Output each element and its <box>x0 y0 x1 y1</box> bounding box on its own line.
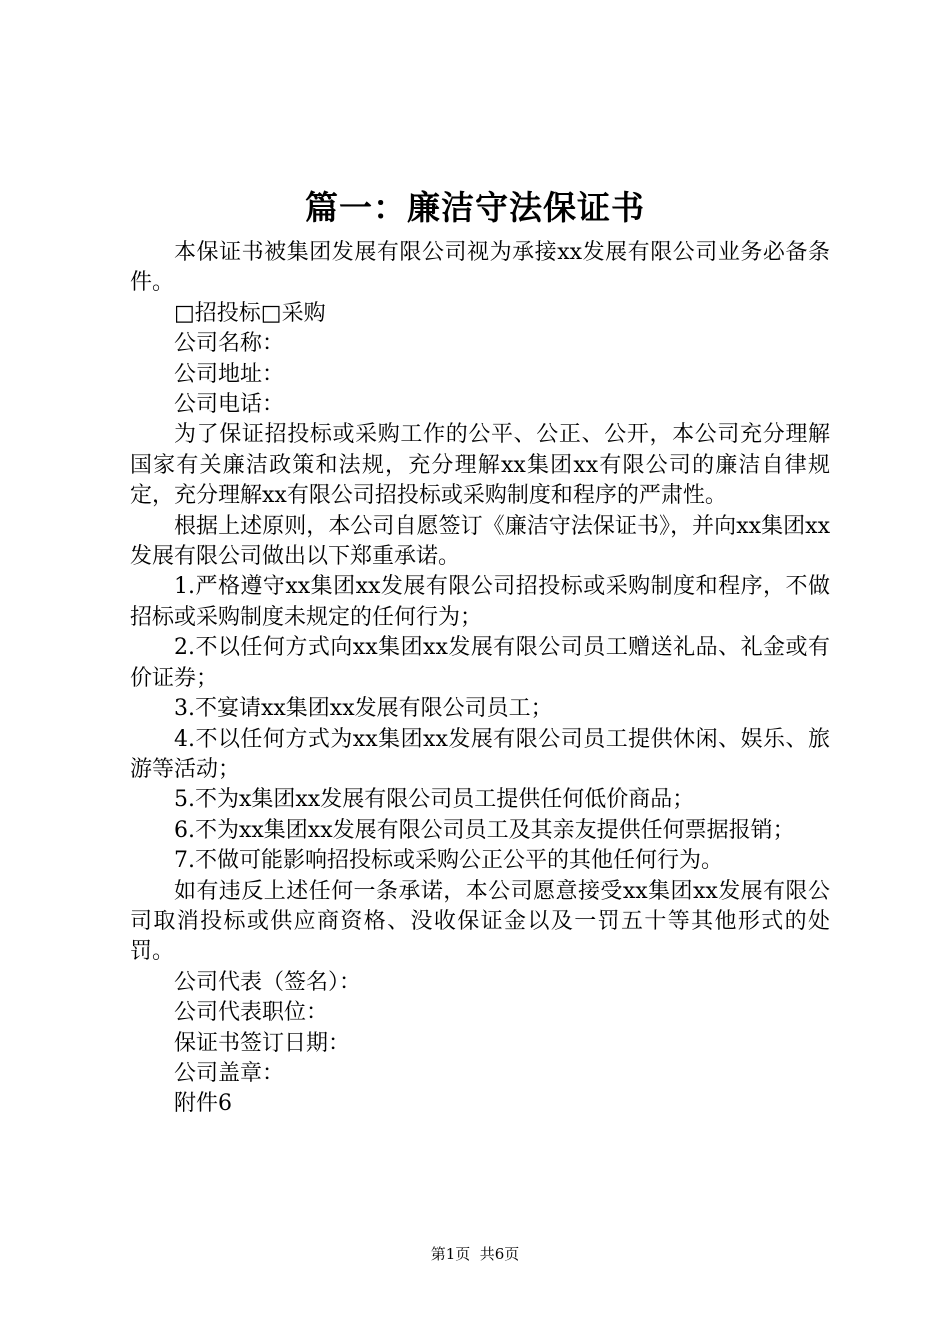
purpose-paragraph: 为了保证招投标或采购工作的公平、公正、公开，本公司充分理解国家有关廉洁政策和法规，充分理解xx集团xx有限公司的廉洁自律规定，充分理解xx有限公司招投标或采购制度和程序的严肃性。 <box>130 422 830 509</box>
commitment-item-2: 2.不以任何方式向xx集团xx发展有限公司员工赠送礼品、礼金或有价证券； <box>130 635 830 691</box>
document-title: 篇一：廉洁守法保证书 <box>305 188 645 227</box>
intro-paragraph: 本保证书被集团发展有限公司视为承接xx发展有限公司业务必备条件。 <box>130 240 830 296</box>
company-name-field: 公司名称： <box>174 331 285 357</box>
commitment-item-1: 1.严格遵守xx集团xx发展有限公司招投标或采购制度和程序，不做招标或采购制度未规定的任何行为； <box>130 574 830 630</box>
penalty-paragraph: 如有违反上述任何一条承诺，本公司愿意接受xx集团xx发展有限公司取消投标或供应商资格、没收保证金以及一罚五十等其他形式的处罚。 <box>130 878 830 965</box>
commitment-item-5: 5.不为x集团xx发展有限公司员工提供任何低价商品； <box>174 787 695 813</box>
attachment-label: 附件6 <box>174 1091 232 1117</box>
commitment-item-4: 4.不以任何方式为xx集团xx发展有限公司员工提供休闲、娱乐、旅游等活动； <box>130 726 830 782</box>
page-footer <box>0 1244 950 1264</box>
signing-date-field: 保证书签订日期： <box>174 1030 351 1056</box>
commitment-item-3: 3.不宴请xx集团xx发展有限公司员工； <box>174 696 553 722</box>
page-number: 第1页 共6页 <box>430 1245 520 1263</box>
commitment-item-7: 7.不做可能影响招投标或采购公正公平的其他任何行为。 <box>174 848 723 874</box>
company-phone-field: 公司电话： <box>174 392 285 418</box>
document-body <box>130 238 830 1120</box>
commitment-intro-paragraph: 根据上述原则，本公司自愿签订《廉洁守法保证书》，并向xx集团xx发展有限公司做出以下郑重承诺。 <box>130 513 830 570</box>
representative-signature-field: 公司代表（签名）： <box>174 969 362 995</box>
company-address-field: 公司地址： <box>174 361 285 387</box>
company-seal-field: 公司盖章： <box>174 1060 285 1086</box>
type-checkbox-line: □招投标□采购 <box>174 300 326 326</box>
representative-position-field: 公司代表职位： <box>174 1000 329 1026</box>
commitment-item-6: 6.不为xx集团xx发展有限公司员工及其亲友提供任何票据报销； <box>174 817 795 843</box>
